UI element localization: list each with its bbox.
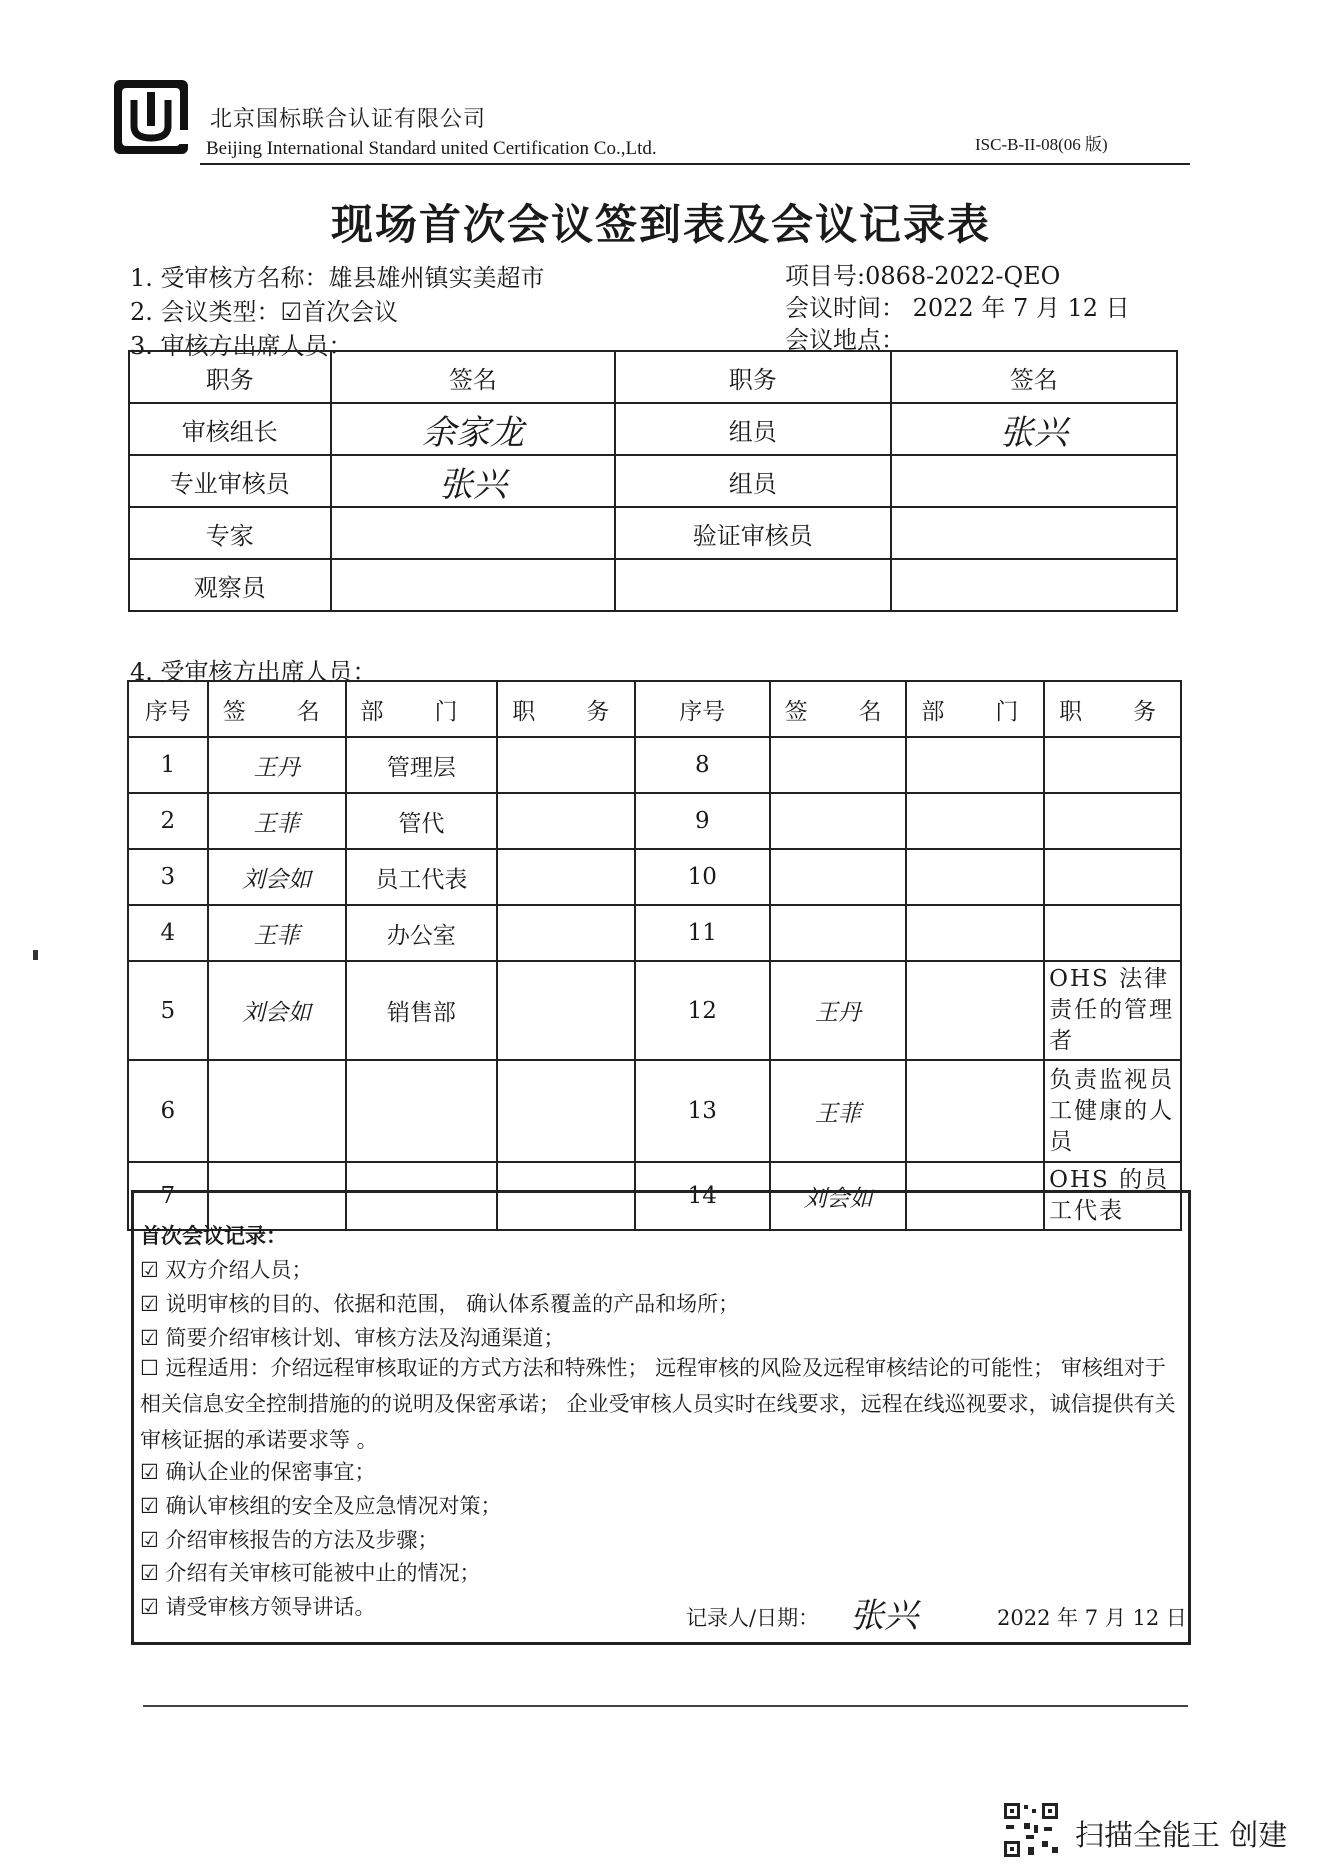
department-cell: 办公室 xyxy=(346,905,498,961)
auditee-attendance-table xyxy=(127,680,1182,1231)
company-name-cn: 北京国标联合认证有限公司 xyxy=(210,107,487,132)
signature-cell: 王菲 xyxy=(770,1060,907,1162)
company-logo xyxy=(112,78,190,156)
record-item: ☑ 介绍有关审核可能被中止的情况； xyxy=(140,1561,481,1585)
record-item: ☑ 介绍审核报告的方法及步骤； xyxy=(140,1528,439,1552)
table-row xyxy=(129,403,1177,455)
signature-cell xyxy=(331,559,615,611)
header-cell: 签名 xyxy=(891,351,1177,403)
table-row xyxy=(129,559,1177,611)
position-cell xyxy=(497,905,635,961)
seq-cell: 14 xyxy=(635,1162,770,1230)
scan-mark xyxy=(33,950,38,960)
department-cell xyxy=(906,1060,1044,1162)
seq-cell: 7 xyxy=(128,1162,208,1230)
signature-cell xyxy=(770,737,907,793)
seq-cell: 5 xyxy=(128,961,208,1060)
position-cell xyxy=(1044,905,1181,961)
qr-code-icon xyxy=(1002,1801,1060,1859)
position-cell xyxy=(497,737,635,793)
header-cell: 序号 xyxy=(128,681,208,737)
header-cell: 签名 xyxy=(331,351,615,403)
header-cell: 职务 xyxy=(129,351,331,403)
department-cell xyxy=(906,961,1044,1060)
signature-cell: 王菲 xyxy=(208,905,346,961)
signature-cell xyxy=(891,559,1177,611)
recorder-signature: 张兴 xyxy=(850,1596,918,1636)
table-header-row xyxy=(128,681,1181,737)
role-cell: 观察员 xyxy=(129,559,331,611)
role-cell: 组员 xyxy=(615,455,890,507)
page-title: 现场首次会议签到表及会议记录表 xyxy=(330,200,991,249)
signature-cell xyxy=(770,905,907,961)
seq-cell: 9 xyxy=(635,793,770,849)
position-cell xyxy=(497,849,635,905)
table-row xyxy=(128,905,1181,961)
position-cell: OHS 的员工代表 xyxy=(1044,1162,1181,1230)
seq-cell: 10 xyxy=(635,849,770,905)
record-item: ☑ 简要介绍审核计划、审核方法及沟通渠道； xyxy=(140,1326,565,1350)
header-cell: 签 名 xyxy=(770,681,907,737)
header-divider xyxy=(200,163,1190,165)
header-cell: 部 门 xyxy=(346,681,498,737)
record-remote-paragraph: ☐ 远程适用：介绍远程审核取证的方式方法和特殊性； 远程审核的风险及远程审核结论的可能性； 审核组对于相关信息安全控制措施的的说明及保密承诺； 企业受审核人员实时在线要求，远程在线巡视要求，诚信提供有关审核证据的承诺要求等 。 xyxy=(140,1356,1176,1452)
signature-cell: 张兴 xyxy=(331,455,615,507)
meeting-type: 2. 会议类型：☑首次会议 xyxy=(130,298,399,326)
department-cell: 员工代表 xyxy=(346,849,498,905)
signature-cell xyxy=(331,507,615,559)
auditor-attendees-label: 3. 审核方出席人员： xyxy=(130,332,353,360)
position-cell: OHS 法律责任的管理者 xyxy=(1044,961,1181,1060)
meeting-time: 会议时间： 2022 年 7 月 12 日 xyxy=(785,294,1130,322)
record-item: ☑ 说明审核的目的、依据和范围， 确认体系覆盖的产品和场所； xyxy=(140,1292,740,1316)
role-cell: 专业审核员 xyxy=(129,455,331,507)
record-item: ☑ 双方介绍人员； xyxy=(140,1258,313,1282)
table-row xyxy=(128,1060,1181,1162)
company-name-en: Beijing International Standard united Certification Co.,Ltd. xyxy=(206,138,657,159)
header-cell: 职 务 xyxy=(1044,681,1181,737)
position-cell xyxy=(497,961,635,1060)
table-row xyxy=(128,961,1181,1060)
role-cell: 组员 xyxy=(615,403,890,455)
table-row xyxy=(128,849,1181,905)
table-row xyxy=(129,455,1177,507)
table-row xyxy=(128,793,1181,849)
record-item: ☑ 请受审核方领导讲话。 xyxy=(140,1595,376,1619)
seq-cell: 4 xyxy=(128,905,208,961)
department-cell xyxy=(346,1060,498,1162)
signature-cell xyxy=(770,793,907,849)
signature-cell: 余家龙 xyxy=(331,403,615,455)
signature-cell xyxy=(770,849,907,905)
department-cell: 销售部 xyxy=(346,961,498,1060)
header-cell: 职 务 xyxy=(497,681,635,737)
position-cell xyxy=(1044,793,1181,849)
department-cell: 管代 xyxy=(346,793,498,849)
header-cell: 签 名 xyxy=(208,681,346,737)
signature-cell xyxy=(891,507,1177,559)
role-cell: 验证审核员 xyxy=(615,507,890,559)
seq-cell: 13 xyxy=(635,1060,770,1162)
position-cell xyxy=(497,793,635,849)
recorder-label: 记录人/日期： xyxy=(686,1606,820,1630)
signature-cell: 王丹 xyxy=(208,737,346,793)
header-cell: 序号 xyxy=(635,681,770,737)
role-cell: 审核组长 xyxy=(129,403,331,455)
project-number: 项目号:0868-2022-QEO xyxy=(785,262,1061,290)
signature-cell: 刘会如 xyxy=(770,1162,907,1230)
seq-cell: 12 xyxy=(635,961,770,1060)
signature-cell: 王丹 xyxy=(770,961,907,1060)
department-cell xyxy=(906,737,1044,793)
record-item: ☑ 确认审核组的安全及应急情况对策； xyxy=(140,1494,502,1518)
auditee-attendees-label: 4. 受审核方出席人员： xyxy=(130,658,377,686)
signature-cell: 刘会如 xyxy=(208,961,346,1060)
department-cell xyxy=(906,905,1044,961)
signature-cell: 张兴 xyxy=(891,403,1177,455)
department-cell xyxy=(906,793,1044,849)
auditor-attendance-table xyxy=(128,350,1178,612)
signature-cell: 王菲 xyxy=(208,793,346,849)
record-item: ☑ 确认企业的保密事宜； xyxy=(140,1460,376,1484)
table-row xyxy=(128,737,1181,793)
position-cell xyxy=(1044,737,1181,793)
header-cell: 部 门 xyxy=(906,681,1044,737)
table-header-row xyxy=(129,351,1177,403)
seq-cell: 8 xyxy=(635,737,770,793)
position-cell xyxy=(1044,849,1181,905)
auditee-name: 1. 受审核方名称：雄县雄州镇实美超市 xyxy=(130,264,545,292)
department-cell: 管理层 xyxy=(346,737,498,793)
record-title: 首次会议记录： xyxy=(140,1223,287,1248)
signature-cell: 刘会如 xyxy=(208,849,346,905)
seq-cell: 3 xyxy=(128,849,208,905)
document-number: ISC-B-II-08(06 版) xyxy=(975,135,1108,154)
record-date: 2022 年 7 月 12 日 xyxy=(997,1606,1187,1630)
signature-cell xyxy=(891,455,1177,507)
position-cell xyxy=(497,1060,635,1162)
footer-divider xyxy=(143,1705,1188,1707)
scanner-watermark: 扫描全能王 创建 xyxy=(1075,1818,1288,1852)
header-cell: 职务 xyxy=(615,351,890,403)
department-cell xyxy=(906,849,1044,905)
seq-cell: 11 xyxy=(635,905,770,961)
table-row xyxy=(129,507,1177,559)
seq-cell: 6 xyxy=(128,1060,208,1162)
role-cell: 专家 xyxy=(129,507,331,559)
meeting-place: 会议地点： xyxy=(785,326,905,354)
position-cell: 负责监视员工健康的人员 xyxy=(1044,1060,1181,1162)
seq-cell: 2 xyxy=(128,793,208,849)
signature-cell xyxy=(208,1060,346,1162)
seq-cell: 1 xyxy=(128,737,208,793)
role-cell xyxy=(615,559,890,611)
